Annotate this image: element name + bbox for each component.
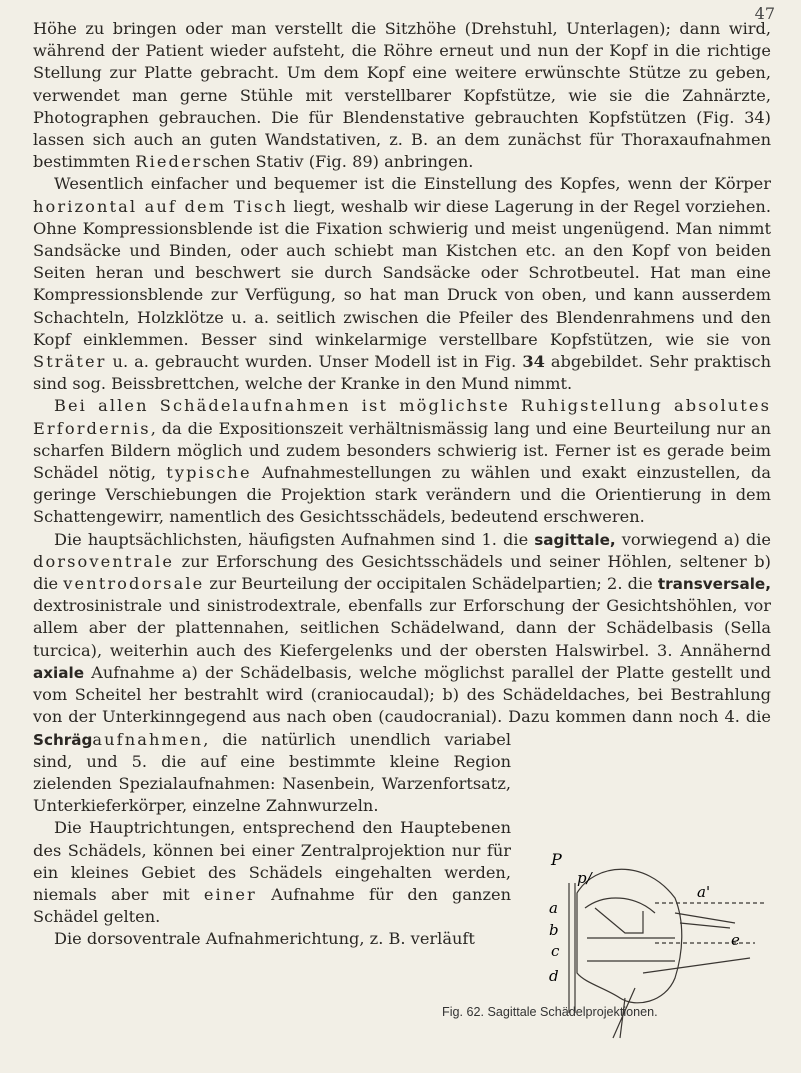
paragraph-2: Wesentlich einfacher und bequemer ist die Einstellung des Kopfes, wenn der Körper horizontal auf dem Tisch liegt, weshalb wir diese Lagerung in der Regel vorziehen. Ohne Kompressionsblende ist die Fixation schwierig und meist ungenügend. Man nimmt Sandsäcke und Binden, oder auch schiebt man Kistchen etc. an den Kopf von beiden Seiten heran und beschwert sie durch Sandsäcke oder Schrotbeutel. Hat man eine Kompressionsblende zur Verfügung, so hat man Druck von oben, und kann ausserdem Schachteln, Holzklötze u. a. seitlich zwischen die Pfeiler des Blendenrahmens und den Kopf einklemmen. Besser sind winkelarmige verstellbare Kopfstützen, wie sie von Sträter u. a. gebraucht wurden. Unser Modell ist in Fig. 34 abgebildet. Sehr praktisch sind sog. Beissbrettchen, welche der Kranke in den Mund nimmt. [33,174,771,394]
label-b: b [549,920,559,939]
body-text [33,18,771,1073]
paragraph-1: Höhe zu bringen oder man verstellt die Sitzhöhe (Drehstuhl, Unterlagen); dann wird, während der Patient wieder aufsteht, die Röhre erneut und nun der Kopf in die richtige Stellung zur Platte gebracht. Um dem Kopf eine weitere erwünschte Stütze zu geben, verwendet man gerne Stühle mit verstellbarer Kopfstütze, wie sie die Zahnärzte, Photographen gebrauchen. Die für Blendenstative gebrauchten Kopfstützen (Fig. 34) lassen sich auch an guten Wandstativen, z. B. an dem zunächst für Thoraxaufnahmen bestimmten Riederschen Stativ (Fig. 89) anbringen. [33,19,771,172]
figure-62 [525,733,781,1073]
skull-projection-diagram [525,733,785,1073]
label-a-prime: a' [697,882,711,901]
label-c: c [551,941,560,960]
figure-caption: Fig. 62. Sagittale Schädelprojektionen. [442,1005,658,1019]
paragraph-4: Die hauptsächlichsten, häufigsten Aufnahmen sind 1. die sagittale, vorwiegend a) die dorsoventrale zur Erforschung des Gesichtsschädels und seiner Höhlen, seltener b) die ventrodorsale zur Beurteilung der occipitalen Schädelpartien; 2. die transversale, dextrosinistrale und sinistrodextrale, ebenfalls zur Erforschung der Gesichtshöhlen, vor allem aber der plattennahen, seitlichen Schädelwand, dann der Schädelbasis (Sella turcica), weiterhin auch des Kiefergelenks und der obersten Halswirbel. 3. Annähernd axiale Aufnahme a) der Schädelbasis, welche möglichst parallel der Platte gestellt und vom Scheitel her bestrahlt wird (craniocaudal); b) des Schädeldaches, bei Bestrahlung von der Unterkinngegend aus nach oben (caudocranial). Dazu kommen dann noch 4. die P p/ a' a b c d e Schrägaufnahmen, die natürlich unendlich variabel sind, und 5. die auf eine bestimmte kleine Region zielenden Spezialaufnahmen: Nasenbein, Warzenfortsatz, Unterkieferkörper, einzelne Zahnwurzeln. [33,529,771,818]
label-P: P [551,849,562,869]
label-Pl: p/ [577,868,592,887]
paragraph-6: Die dorsoventrale Aufnahmerichtung, z. B. verläuft [54,929,475,949]
paragraph-3: Bei allen Schädelaufnahmen ist möglichste Ruhigstellung absolutes Erfordernis, da die Expositionszeit verhältnismässig lang und eine Beurteilung nur an scharfen Bildern möglich und zudem besonders schwierig ist. Ferner ist es gerade beim Schädel nötig, typische Aufnahmestellungen zu wählen und exakt einzustellen, da geringe Verschiebungen die Projektion stark verändern und die Orientierung in dem Schattengewirr, namentlich des Gesichtsschädels, bedeutend erschweren. [33,396,771,527]
skull-outline [577,869,682,1003]
label-a: a [549,898,558,917]
ray-d [643,958,750,973]
page-number: 47 [754,4,775,23]
paragraph-5: Die Hauptrichtungen, entsprechend den Hauptebenen des Schädels, können bei einer Zentralprojektion nur für ein kleines Gebiet des Schädels eingehalten werden, niemals aber mit einer Aufnahme für den ganzen Schädel gelten. [33,818,511,927]
label-d: d [549,966,559,985]
label-e: e [731,930,740,949]
